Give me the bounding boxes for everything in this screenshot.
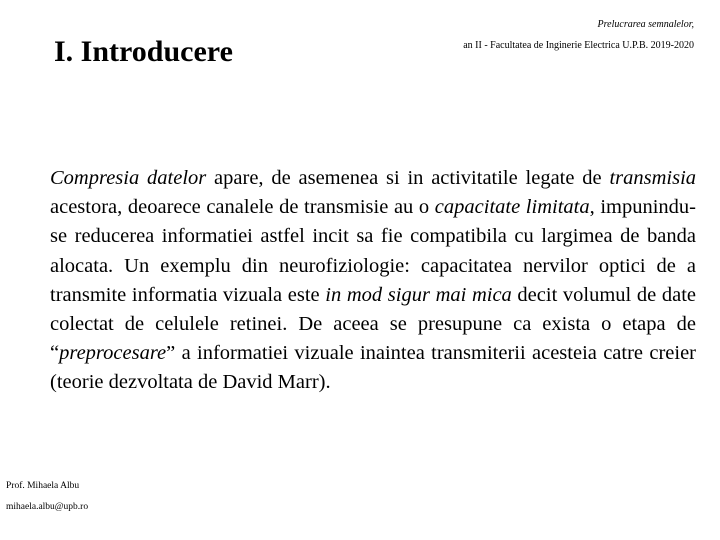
body-segment-5: ” a informatiei vizuale inaintea transmiterii acesteia catre creier (teorie dezvoltata de David Marr). <box>50 342 696 394</box>
emphasis-in-mod-sigur: in mod sigur mai mica <box>325 283 512 306</box>
body-segment-3: , impunindu-se reducerea informatiei astfel incit sa fie compatibila cu largimea de banda alocata. Un exemplu din neurofiziologie: capacitatea nervilor optici de a transmite informatia vizuala este <box>50 196 697 306</box>
body-segment-2: acestora, deoarece canalele de transmisie au o <box>50 196 435 219</box>
course-name: Prelucrarea semnalelor, <box>597 19 694 30</box>
emphasis-transmisia: transmisia <box>609 167 697 189</box>
slide-footer <box>6 476 88 518</box>
emphasis-compresia-datelor: Compresia datelor <box>50 167 207 189</box>
body-segment-1: apare, de asemenea si in activitatile legate de <box>206 167 610 189</box>
faculty-info: an II - Facultatea de Inginerie Electrica U.P.B. 2019-2020 <box>463 40 694 51</box>
slide-title: I. Introducere <box>54 35 233 68</box>
body-segment-4: decit volumul de date colectat de celulele retinei. De aceea se presupune ca exista o etapa de “ <box>50 283 696 365</box>
emphasis-capacitate-limitata: capacitate limitata <box>434 196 590 219</box>
author-name: Prof. Mihaela Albu <box>6 481 80 491</box>
slide-header <box>463 14 694 56</box>
slide-body-text <box>50 164 696 398</box>
author-email: mihaela.albu@upb.ro <box>6 502 89 512</box>
emphasis-preprocesare: preprocesare <box>59 342 167 365</box>
